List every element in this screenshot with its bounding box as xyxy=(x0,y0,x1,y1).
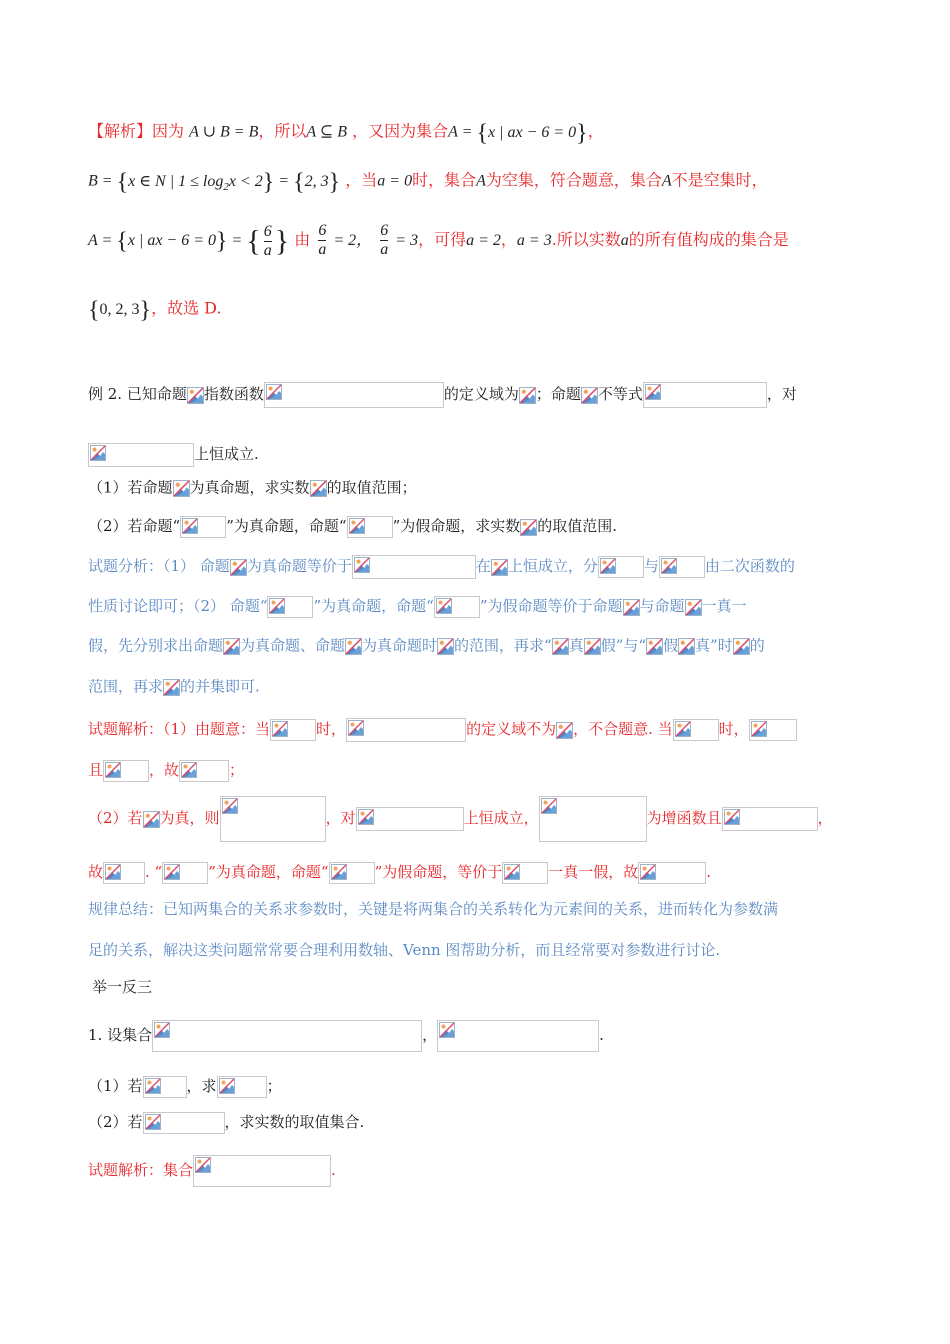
formula-image xyxy=(673,719,719,741)
broken-image-icon xyxy=(163,679,180,696)
solution-line-4: 故 . “ ”为真命题，命题“ ”为假命题，等价于 一真一假，故 . xyxy=(88,862,711,884)
hint-line-3: 假，先分别求出命题 为真命题、命题 为真命题时 的范围，再求“ 真 假”与“ 假 真”时 的 xyxy=(88,636,765,655)
broken-image-icon xyxy=(519,387,536,404)
formula-image xyxy=(217,1076,267,1098)
practice-solution: 试题解析：集合 . xyxy=(88,1155,336,1187)
broken-image-icon xyxy=(173,480,190,497)
broken-image-icon xyxy=(685,599,702,616)
example2-q2: （2）若命题“ ”为真命题，命题“ ”为假命题，求实数 的取值范围. xyxy=(88,516,617,538)
formula-image xyxy=(88,443,194,467)
broken-image-icon xyxy=(520,519,537,536)
formula-image xyxy=(659,556,705,578)
formula-image xyxy=(434,596,480,618)
broken-image-icon xyxy=(491,559,508,576)
summary-line-1: 规律总结：已知两集合的关系求参数时，关键是将两集合的关系转化为元素间的关系，进而转化为参数满 xyxy=(88,900,779,918)
practice-p1: （1）若 ，求 ； xyxy=(88,1076,282,1098)
formula-image xyxy=(103,862,145,884)
hint-line-2: 性质讨论即可；（2） 命题“ ”为真命题，命题“ ”为假命题等价于命题 与命题 一真一 xyxy=(88,596,747,618)
formula-image xyxy=(722,807,818,831)
formula-image xyxy=(643,382,767,408)
formula-image xyxy=(347,516,393,538)
formula-image xyxy=(346,718,466,742)
formula-image xyxy=(539,796,647,842)
practice-p2: （2）若 ，求实数的取值集合. xyxy=(88,1112,364,1134)
broken-image-icon xyxy=(646,638,663,655)
formula-image xyxy=(638,862,706,884)
broken-image-icon xyxy=(345,638,362,655)
broken-image-icon xyxy=(143,811,160,828)
solution-line-3: （2）若 为真，则 ，对 上恒成立， 为增函数且 ， xyxy=(88,796,833,842)
formula-image xyxy=(749,719,797,741)
formula-image xyxy=(437,1020,599,1052)
formula-image xyxy=(180,516,226,538)
broken-image-icon xyxy=(556,722,573,739)
practice-q1: 1. 设集合 ， . xyxy=(88,1020,604,1052)
formula-image xyxy=(152,1020,422,1052)
analysis-line-2: B = {x ∈ N | $1 \le \log_2x < 2\} = \{2$, 3} ，当a = 0时，集合A为空集，符合题意，集合A不是空集时， xyxy=(88,169,768,195)
formula-image xyxy=(356,807,464,831)
broken-image-icon xyxy=(437,638,454,655)
broken-image-icon xyxy=(230,559,247,576)
example2-q1: （1）若命题 为真命题，求实数 的取值范围； xyxy=(88,478,417,497)
formula-image xyxy=(502,862,548,884)
example2-line-2: 上恒成立. xyxy=(88,443,259,467)
broken-image-icon xyxy=(187,387,204,404)
analysis-line-1: 【解析】因为 A ∪ B = B，所以A ⊆ B ，又因为集合A = {x | ax − 6 = 0}， xyxy=(88,120,604,146)
formula-image xyxy=(352,555,476,579)
broken-image-icon xyxy=(310,480,327,497)
analysis-label: 【解析】 xyxy=(88,121,153,141)
formula-image xyxy=(193,1155,331,1187)
formula-image xyxy=(329,862,375,884)
summary-line-2: 足的关系，解决这类问题常常要合理利用数轴、Venn 图帮助分析，而且经常要对参数进行讨论. xyxy=(88,941,721,959)
analysis-line-3: A = {x | ax − 6 = 0} = { $\frac{6}{a}$ } 由 $\frac{6}{a}$ = 2， $\frac{6}{a}$ = 3，可得a = 2，a = 3.所以实数a的所有值构成的集合是 xyxy=(88,222,789,259)
broken-image-icon xyxy=(733,638,750,655)
formula-image xyxy=(143,1076,187,1098)
formula-image xyxy=(179,760,229,782)
formula-image xyxy=(270,719,316,741)
hint-line-1: 试题分析：（1） 命题 为真命题等价于 在 上恒成立，分 与 由二次函数的 xyxy=(88,555,795,579)
example2-line-1: 例 2. 已知命题 指数函数 的定义域为 ；命题 不等式 ，对 xyxy=(88,382,797,408)
hint-line-4: 范围，再求 的并集即可. xyxy=(88,677,260,696)
solution-line-2: 且 ，故 ； xyxy=(88,760,244,782)
analysis-line-4: {0, 2, 3}，故选 D. xyxy=(88,297,222,323)
practice-heading: 举一反三 xyxy=(92,978,153,996)
formula-image xyxy=(220,796,326,842)
broken-image-icon xyxy=(223,638,240,655)
formula-image xyxy=(143,1112,225,1134)
broken-image-icon xyxy=(581,387,598,404)
broken-image-icon xyxy=(623,599,640,616)
broken-image-icon xyxy=(678,638,695,655)
broken-image-icon xyxy=(584,638,601,655)
broken-image-icon xyxy=(552,638,569,655)
solution-line-1: 试题解析：（1）由题意：当 时， 的定义域不为 ，不合题意. 当 时， xyxy=(88,718,797,742)
formula-image xyxy=(264,382,444,408)
formula-image xyxy=(267,596,313,618)
formula-image xyxy=(162,862,208,884)
formula-image xyxy=(598,556,644,578)
formula-image xyxy=(103,760,149,782)
